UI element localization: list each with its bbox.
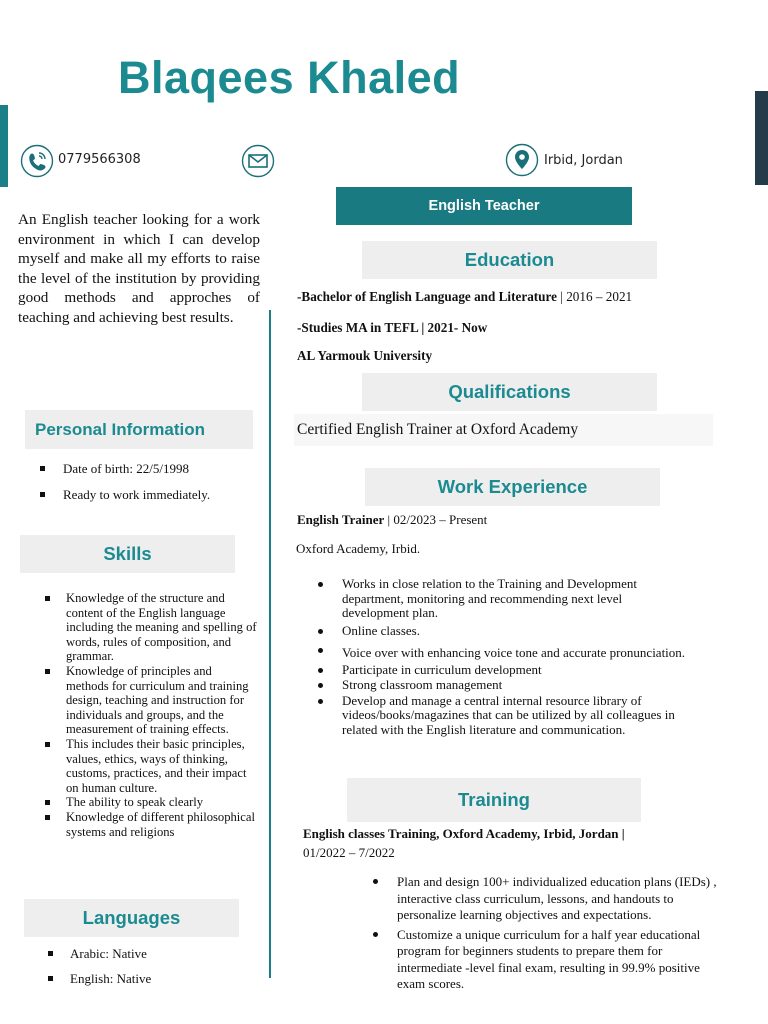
phone-number[interactable]: 0779566308 <box>58 152 141 167</box>
work-dates: | 02/2023 – Present <box>387 512 488 527</box>
degree-bachelor <box>297 289 632 305</box>
degree-dates: | 2021- Now <box>421 320 488 335</box>
work-role-line <box>297 512 487 528</box>
list-item: Ready to work immediately. <box>40 487 265 513</box>
list-item: Knowledge of the structure and content of the English language including the meaning and spelling of words, rules of composition, and grammar. <box>45 591 257 664</box>
training-heading: Training <box>347 778 641 822</box>
training-dates: 01/2022 – 7/2022 <box>303 845 395 860</box>
work-company: Oxford Academy, Irbid. <box>296 541 421 556</box>
list-item: English: Native <box>48 971 248 996</box>
location-pin-icon <box>505 143 539 182</box>
list-item: Knowledge of different philosophical systems and religions <box>45 810 257 839</box>
list-item: Voice over with enhancing voice tone and accurate pronunciation. <box>318 643 690 662</box>
work-duties-list <box>318 577 690 737</box>
objective-paragraph: An English teacher looking for a work environment in which I can develop myself and make all my efforts to raise the level of the institution by providing good methods and approches of teaching and achieving best results. <box>18 211 260 326</box>
list-item: Knowledge of principles and methods for curriculum and training design, teaching and instruction for individuals and groups, and the measurement of training effects. <box>45 664 257 737</box>
work-role: English Trainer <box>297 512 385 527</box>
list-item: Strong classroom management <box>318 678 690 693</box>
envelope-icon[interactable] <box>241 144 275 183</box>
languages-heading: Languages <box>24 899 239 937</box>
candidate-name: Blaqees Khaled <box>118 52 461 103</box>
skills-heading: Skills <box>20 535 235 573</box>
training-list <box>373 874 720 993</box>
list-item: Works in close relation to the Training and Development department, monitoring and recommending next level development plan. <box>318 577 690 621</box>
work-experience-heading: Work Experience <box>365 468 660 506</box>
job-title-banner: English Teacher <box>336 187 632 225</box>
list-item: Date of birth: 22/5/1998 <box>40 461 265 487</box>
location-text: Irbid, Jordan <box>544 153 623 168</box>
degree-title: -Studies MA in TEFL <box>297 320 419 335</box>
list-item: The ability to speak clearly <box>45 795 257 810</box>
list-item: Arabic: Native <box>48 946 248 971</box>
column-divider <box>269 310 271 978</box>
skills-list <box>45 591 257 839</box>
left-accent-bar <box>0 105 8 187</box>
degree-title: -Bachelor of English Language and Literature <box>297 289 557 304</box>
languages-list <box>48 946 248 996</box>
list-item: Customize a unique curriculum for a half year educational program for beginners students to prepare them for intermediate -level final exam, resulting in 99.9% positive exam scores. <box>373 927 720 993</box>
right-accent-bar <box>755 91 768 185</box>
personal-info-heading: Personal Information <box>25 410 253 449</box>
degree-ma <box>297 320 487 336</box>
qualification-text: Certified English Trainer at Oxford Academy <box>294 414 713 446</box>
list-item: Plan and design 100+ individualized education plans (IEDs) , interactive class curriculum, lessons, and handouts to personalize learning objectives and expectations. <box>373 874 720 924</box>
personal-info-list <box>40 461 265 513</box>
phone-icon <box>20 144 54 183</box>
degree-dates: | 2016 – 2021 <box>560 289 633 304</box>
list-item: Develop and manage a central internal resource library of videos/books/magazines that can be utilized by all colleagues in related with the English literature and communication. <box>318 694 690 738</box>
qualifications-heading: Qualifications <box>362 373 657 411</box>
education-heading: Education <box>362 241 657 279</box>
list-item: Participate in curriculum development <box>318 663 690 678</box>
university-name: AL Yarmouk University <box>297 348 433 363</box>
list-item: Online classes. <box>318 624 690 639</box>
list-item: This includes their basic principles, values, ethics, ways of thinking, customs, practices, and their impact on human culture. <box>45 737 257 795</box>
training-title: English classes Training, Oxford Academy, Irbid, Jordan | <box>303 826 625 841</box>
